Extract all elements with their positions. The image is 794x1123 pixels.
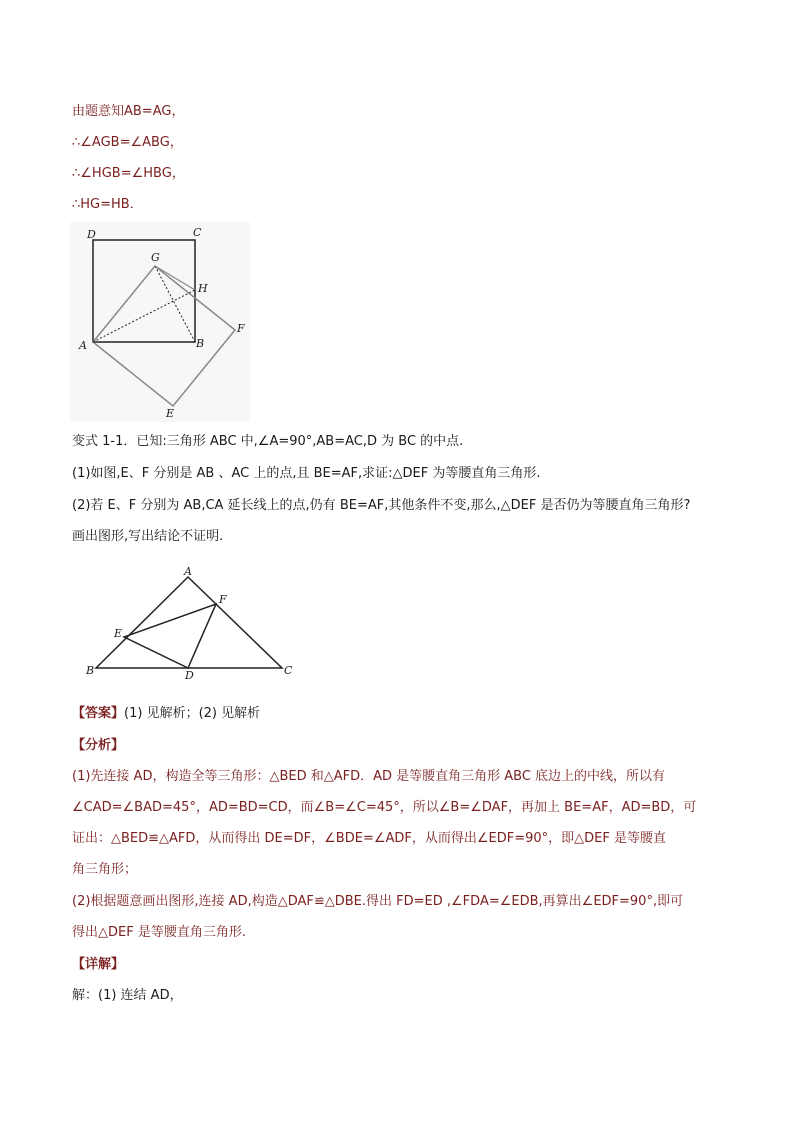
label-b: B bbox=[196, 337, 205, 350]
answer-label: 【答案】 bbox=[72, 706, 125, 721]
analysis-line-5: (2)根据题意画出图形,连接 AD,构造△DAF≌△DBE.得出 FD=ED ,∠FDA=∠EDB,再算出∠EDF=90°,即可 bbox=[72, 894, 684, 909]
question-2a: (2)若 E、F 分别为 AB,CA 延长线上的点,仍有 BE=AF,其他条件不变,那么,△DEF 是否仍为等腰直角三角形? bbox=[72, 498, 691, 513]
problem-title: 变式 1-1．已知:三角形 ABC 中,∠A=90°,AB=AC,D 为 BC 的中点. bbox=[72, 434, 464, 449]
proof-line-2: ∴∠AGB=∠ABG， bbox=[72, 135, 183, 150]
analysis-line-1: (1)先连接 AD，构造全等三角形：△BED 和△AFD．AD 是等腰直角三角形 ABC 底边上的中线，所以有 bbox=[72, 769, 666, 784]
analysis-line-6: 得出△DEF 是等腰直角三角形. bbox=[72, 925, 246, 940]
question-2b: 画出图形,写出结论不证明. bbox=[72, 529, 224, 544]
label-e: E bbox=[114, 627, 123, 640]
triangle-abc bbox=[96, 577, 282, 668]
label-a: A bbox=[79, 339, 87, 352]
label-e: E bbox=[166, 407, 175, 420]
answer-row bbox=[72, 705, 260, 723]
label-d: D bbox=[87, 228, 96, 241]
label-b: B bbox=[86, 664, 95, 677]
proof-line-4: ∴HG=HB． bbox=[72, 197, 143, 212]
answer-text: (1) 见解析；(2) 见解析 bbox=[124, 706, 261, 721]
label-f: F bbox=[219, 593, 227, 606]
proof-line-1: 由题意知AB=AG， bbox=[72, 104, 185, 119]
label-a: A bbox=[184, 565, 192, 578]
triangle-def bbox=[124, 604, 216, 668]
analysis-label: 【分析】 bbox=[72, 738, 125, 753]
label-d: D bbox=[185, 669, 194, 682]
label-h: H bbox=[198, 282, 208, 295]
figure-square bbox=[70, 222, 250, 422]
analysis-line-3: 证出：△BED≌△AFD，从而得出 DE=DF，∠BDE=∠ADF，从而得出∠EDF=90°，即△DEF 是等腰直 bbox=[72, 831, 666, 846]
label-g: G bbox=[151, 251, 160, 264]
analysis-line-2: ∠CAD=∠BAD=45°，AD=BD=CD，而∠B=∠C=45°，所以∠B=∠DAF，再加上 BE=AF，AD=BD，可 bbox=[72, 800, 697, 815]
figure-triangle bbox=[84, 565, 294, 680]
proof-line-3: ∴∠HGB=∠HBG， bbox=[72, 166, 185, 181]
analysis-line-4: 角三角形； bbox=[72, 862, 138, 877]
detail-line-1: 解：(1) 连结 AD， bbox=[72, 988, 183, 1003]
label-c: C bbox=[284, 664, 293, 677]
label-f: F bbox=[237, 322, 245, 335]
label-c: C bbox=[193, 226, 202, 239]
detail-label: 【详解】 bbox=[72, 957, 125, 972]
question-1: (1)如图,E、F 分别是 AB 、AC 上的点,且 BE=AF,求证:△DEF 为等腰直角三角形. bbox=[72, 466, 541, 481]
